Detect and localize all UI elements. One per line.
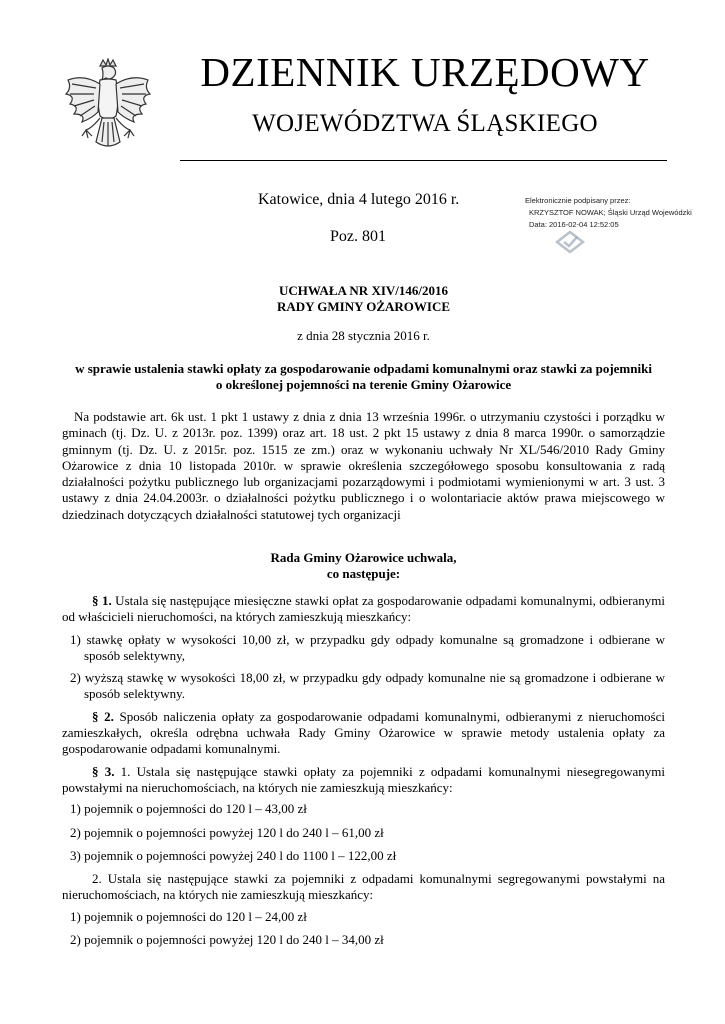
list-item: 1) stawkę opłaty w wysokości 10,00 zł, w przypadku gdy odpady komunalne są gromadzone i odbierane w sposób selektywny,	[70, 631, 665, 663]
electronic-signature-block	[525, 195, 692, 231]
section-3-text: § 3. 1. Ustala się następujące stawki opłaty za pojemniki z odpadami komunalnymi niesegregowanymi powstałymi na nieruchomościach, na których nie zamieszkują mieszkańcy:	[62, 763, 666, 795]
list-item: 3) pojemnik o pojemności powyżej 240 l do 1100 l – 122,00 zł	[70, 847, 397, 863]
signature-check-icon	[555, 230, 585, 254]
section-2-label: § 2.	[92, 708, 114, 724]
council-line-1: Rada Gminy Ożarowice uchwala,	[270, 550, 457, 565]
list-item: 1) pojemnik o pojemności do 120 l – 43,00 zł	[70, 801, 307, 817]
polish-eagle-emblem-icon	[62, 58, 154, 164]
section-2-text: § 2. Sposób naliczenia opłaty za gospodarowanie odpadami komunalnymi, odbieranymi z nieruchomości zamieszkałych, określa odrębna uchwała Rady Gminy Ożarowice w sprawie metody ustalenia opłaty za gospodarowanie odpadami komunalnymi.	[62, 708, 665, 757]
section-3-point-2: 2. Ustala się następujące stawki za pojemniki z odpadami komunalnymi segregowanymi powstałymi na nieruchomościach, na których nie zamieszkują mieszkańcy:	[62, 871, 665, 903]
resolution-body: RADY GMINY OŻAROWICE	[276, 299, 451, 314]
list-item: 2) pojemnik o pojemności powyżej 120 l do 240 l – 61,00 zł	[70, 824, 384, 840]
section-1-label: § 1.	[92, 593, 112, 608]
position-number: Poz. 801	[330, 228, 386, 245]
section-1	[62, 593, 665, 955]
section-1-text: § 1. Ustala się następujące miesięczne stawki opłat za gospodarowanie odpadami komunalnymi, odbieranymi od właścicieli nieruchomości, na których zamieszkują mieszkańcy:	[62, 593, 665, 625]
signature-date: Data: 2016-02-04 12:52:05	[529, 220, 619, 229]
council-statement	[62, 550, 665, 582]
list-item: 2) wyższą stawkę w wysokości 18,00 zł, w przypadku gdy odpady komunalne nie są gromadzone i odbierane w sposób selektywny.	[70, 670, 665, 702]
subject-line-2: o określonej pojemności na terenie Gminy Ożarowice	[215, 377, 512, 392]
journal-title: DZIENNIK URZĘDOWY	[200, 49, 650, 95]
journal-subtitle: WOJEWÓDZTWA ŚLĄSKIEGO	[252, 110, 598, 137]
signature-label: Elektronicznie podpisany przez:	[525, 196, 631, 205]
list-item: 2) pojemnik o pojemności powyżej 120 l do 240 l – 34,00 zł	[70, 932, 384, 948]
subject-line-1: w sprawie ustalenia stawki opłaty za gospodarowanie odpadami komunalnymi oraz stawki za pojemniki	[75, 361, 652, 376]
place-and-date: Katowice, dnia 4 lutego 2016 r.	[258, 191, 460, 208]
preamble: Na podstawie art. 6k ust. 1 pkt 1 ustawy z dnia z dnia 13 września 1996r. o utrzymaniu czystości i porządku w gminach (tj. Dz. U. z 2013r. poz. 1399) oraz art. 18 ust. 2 pkt 15 ustawy z dnia 8 marca 1990r. o samorządzie gminnym (tj. Dz. U. z 2015r. poz. 1515 ze zm.) oraz w wykonaniu uchwały Nr XL/546/2010 Rady Gminy Ożarowice z dnia 10 listopada 2010r. w sprawie określenia szczegółowego sposobu konsultowania z radą działalności pożytku publicznego lub organizacjami pozarządowymi i podmiotami wymienionymi w art. 3 ust. 3 ustawy z dnia 24.04.2003r. o działalności pożytku publicznego i o wolontariacie aktów prawa miejscowego w dziedzinach dotyczących działalności statutowej tych organizacji	[62, 409, 665, 522]
header-divider	[180, 160, 667, 161]
signature-signer: KRZYSZTOF NOWAK; Śląski Urząd Wojewódzki	[529, 208, 692, 217]
list-item: 1) pojemnik o pojemności do 120 l – 24,00 zł	[70, 908, 307, 924]
council-line-2: co następuje:	[326, 566, 401, 581]
resolution-subject	[62, 361, 665, 393]
section-3-label: § 3.	[92, 763, 115, 779]
resolution-heading	[62, 283, 665, 315]
resolution-date: z dnia 28 stycznia 2016 r.	[297, 328, 430, 343]
resolution-number: UCHWAŁA NR XIV/146/2016	[278, 283, 448, 298]
